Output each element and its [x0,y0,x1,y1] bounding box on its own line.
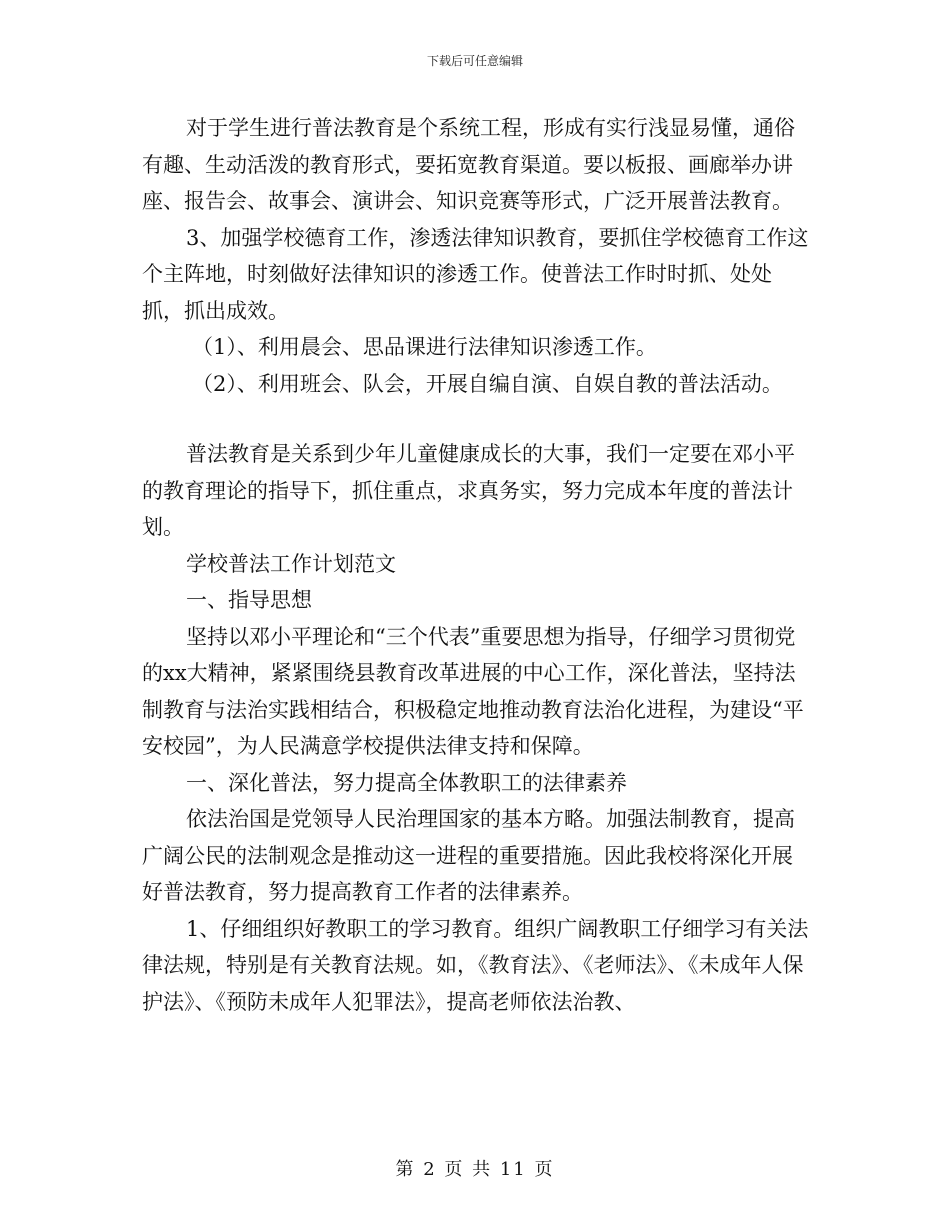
paragraph-guiding-ideology: 坚持以邓小平理论和“三个代表”重要思想为指导，仔细学习贯彻党的xx大精神，紧紧围绕县教育改革进展的中心工作，深化普法，坚持法制教育与法治实践相结合，积极稳定地推动教育法治化进程，为建设“平安校园”，为人民满意学校提供法律支持和保障。 [142,624,804,758]
heading-guiding-ideology: 一、指导思想 [186,588,312,612]
paragraph-conclusion: 普法教育是关系到少年儿童健康成长的大事，我们一定要在邓小平的教育理论的指导下，抓住重点，求真务实，努力完成本年度的普法计划。 [142,442,795,539]
paragraph-staff-study: 1、仔细组织好教职工的学习教育。组织广阔教职工仔细学习有关法律法规，特别是有关教育法规。如，《教育法》、《老师法》、《未成年人保护法》、《预防未成年人犯罪法》，提高老师依法治教、 [142,916,809,1014]
document-body [142,110,810,1020]
paragraph-gap [142,402,810,436]
page-header: 下载后可任意编辑 [426,54,523,68]
heading-deepen-legal-education: 一、深化普法，努力提高全体教职工的法律素养 [186,770,627,795]
list-item-class-meeting: （2）、利用班会、队会，开展自编自演、自娱自教的普法活动。 [192,371,783,396]
paragraph-legal-education-forms: 对于学生进行普法教育是个系统工程，形成有实行浅显易懂，通俗有趣、生动活泼的教育形式，要拓宽教育渠道。要以板报、画廊举办讲座、报告会、故事会、演讲会、知识竞赛等形式，广泛开展普法教育。 [142,116,795,213]
list-item-morning-meeting: （1）、利用晨会、思品课进行法律知识渗透工作。 [192,335,657,359]
paragraph-moral-education: 3、加强学校德育工作，渗透法律知识教育，要抓住学校德育工作这个主阵地，时刻做好法律知识的渗透工作。使普法工作时时抓、处处抓，抓出成效。 [142,225,809,323]
paragraph-rule-of-law: 依法治国是党领导人民治理国家的基本方略。加强法制教育，提高广阔公民的法制观念是推动这一进程的重要措施。因此我校将深化开展好普法教育，努力提高教育工作者的法律素养。 [142,807,795,904]
page-number: 第 2 页 共 11 页 [395,1159,555,1180]
section-title: 学校普法工作计划范文 [186,551,396,576]
